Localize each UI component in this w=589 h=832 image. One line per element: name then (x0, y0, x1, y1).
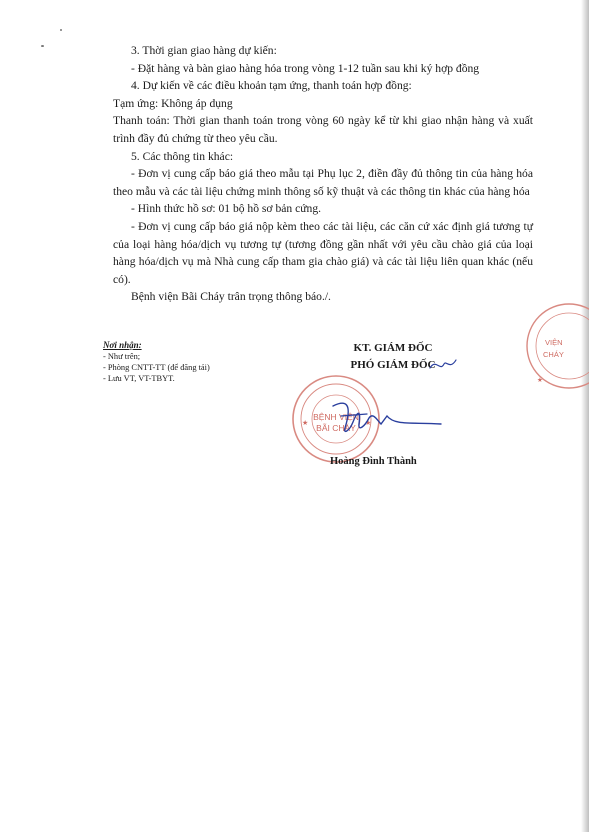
scan-speck (60, 29, 62, 31)
initials-mark (428, 356, 458, 374)
stamp-line-2: BÃI CHÁY (316, 423, 356, 433)
recipients-block (103, 340, 210, 384)
stamp-side-line-1: VIỆN (545, 338, 563, 347)
advance-text: Tạm ứng: Không áp dụng (113, 96, 233, 110)
recipients-title: Nơi nhận: (103, 340, 142, 350)
recipient-item: - Phòng CNTT-TT (để đăng tải) (103, 363, 210, 372)
hospital-stamp-partial (525, 300, 589, 392)
document-body (113, 42, 533, 306)
stamp-star-icon: ★ (302, 420, 309, 427)
other-item-2: - Hình thức hồ sơ: 01 bộ hồ sơ bản cứng. (131, 202, 322, 216)
signature-title-line2: PHÓ GIÁM ĐỐC (350, 359, 436, 371)
stamp-line-1: BỆNH VIỆN (313, 412, 359, 422)
stamp-side-line-2: CHÁY (543, 350, 564, 359)
stamp-star-icon: ★ (365, 420, 372, 427)
closing-line: Bệnh viện Bãi Cháy trân trọng thông báo./. (131, 290, 331, 304)
delivery-text: - Đặt hàng và bàn giao hàng hóa trong vòng 1-12 tuần sau khi ký hợp đồng (131, 61, 480, 75)
recipient-item: - Lưu VT, VT-TBYT. (103, 374, 175, 383)
stamp-star-icon: ★ (537, 377, 543, 384)
other-item-3: - Đơn vị cung cấp báo giá nộp kèm theo các tài liệu, các căn cứ xác định giá tương tự của loại hàng hóa/dịch vụ tương tự (tương đồng gần nhất với yêu cầu chào giá của loại hàng hóa/dịch vụ mà Nhà cung cấp tham gia chào giá) và các tài liệu liên quan khác (nếu có). (113, 219, 533, 286)
payment-text: Thanh toán: Thời gian thanh toán trong vòng 60 ngày kể từ khi giao nhận hàng và xuất trình đầy đủ chứng từ theo yêu cầu. (113, 114, 533, 145)
signer-name: Hoàng Đình Thành (330, 456, 417, 467)
scan-speck (41, 45, 44, 47)
other-item-1: - Đơn vị cung cấp báo giá theo mẫu tại Phụ lục 2, điền đầy đủ thông tin của hàng hóa theo mẫu và các tài liệu chứng minh thông số kỹ thuật và các thông tin khác của hàng hóa (113, 167, 533, 198)
signature-title-line1: KT. GIÁM ĐỐC (353, 342, 433, 354)
other-heading: 5. Các thông tin khác: (131, 149, 234, 163)
payment-heading: 4. Dự kiến về các điều khoản tạm ứng, thanh toán hợp đồng: (131, 79, 412, 93)
page-edge-shadow (581, 0, 589, 832)
handwritten-signature (323, 398, 443, 440)
delivery-heading: 3. Thời gian giao hàng dự kiến: (131, 44, 277, 57)
recipient-item: - Như trên; (103, 352, 141, 361)
